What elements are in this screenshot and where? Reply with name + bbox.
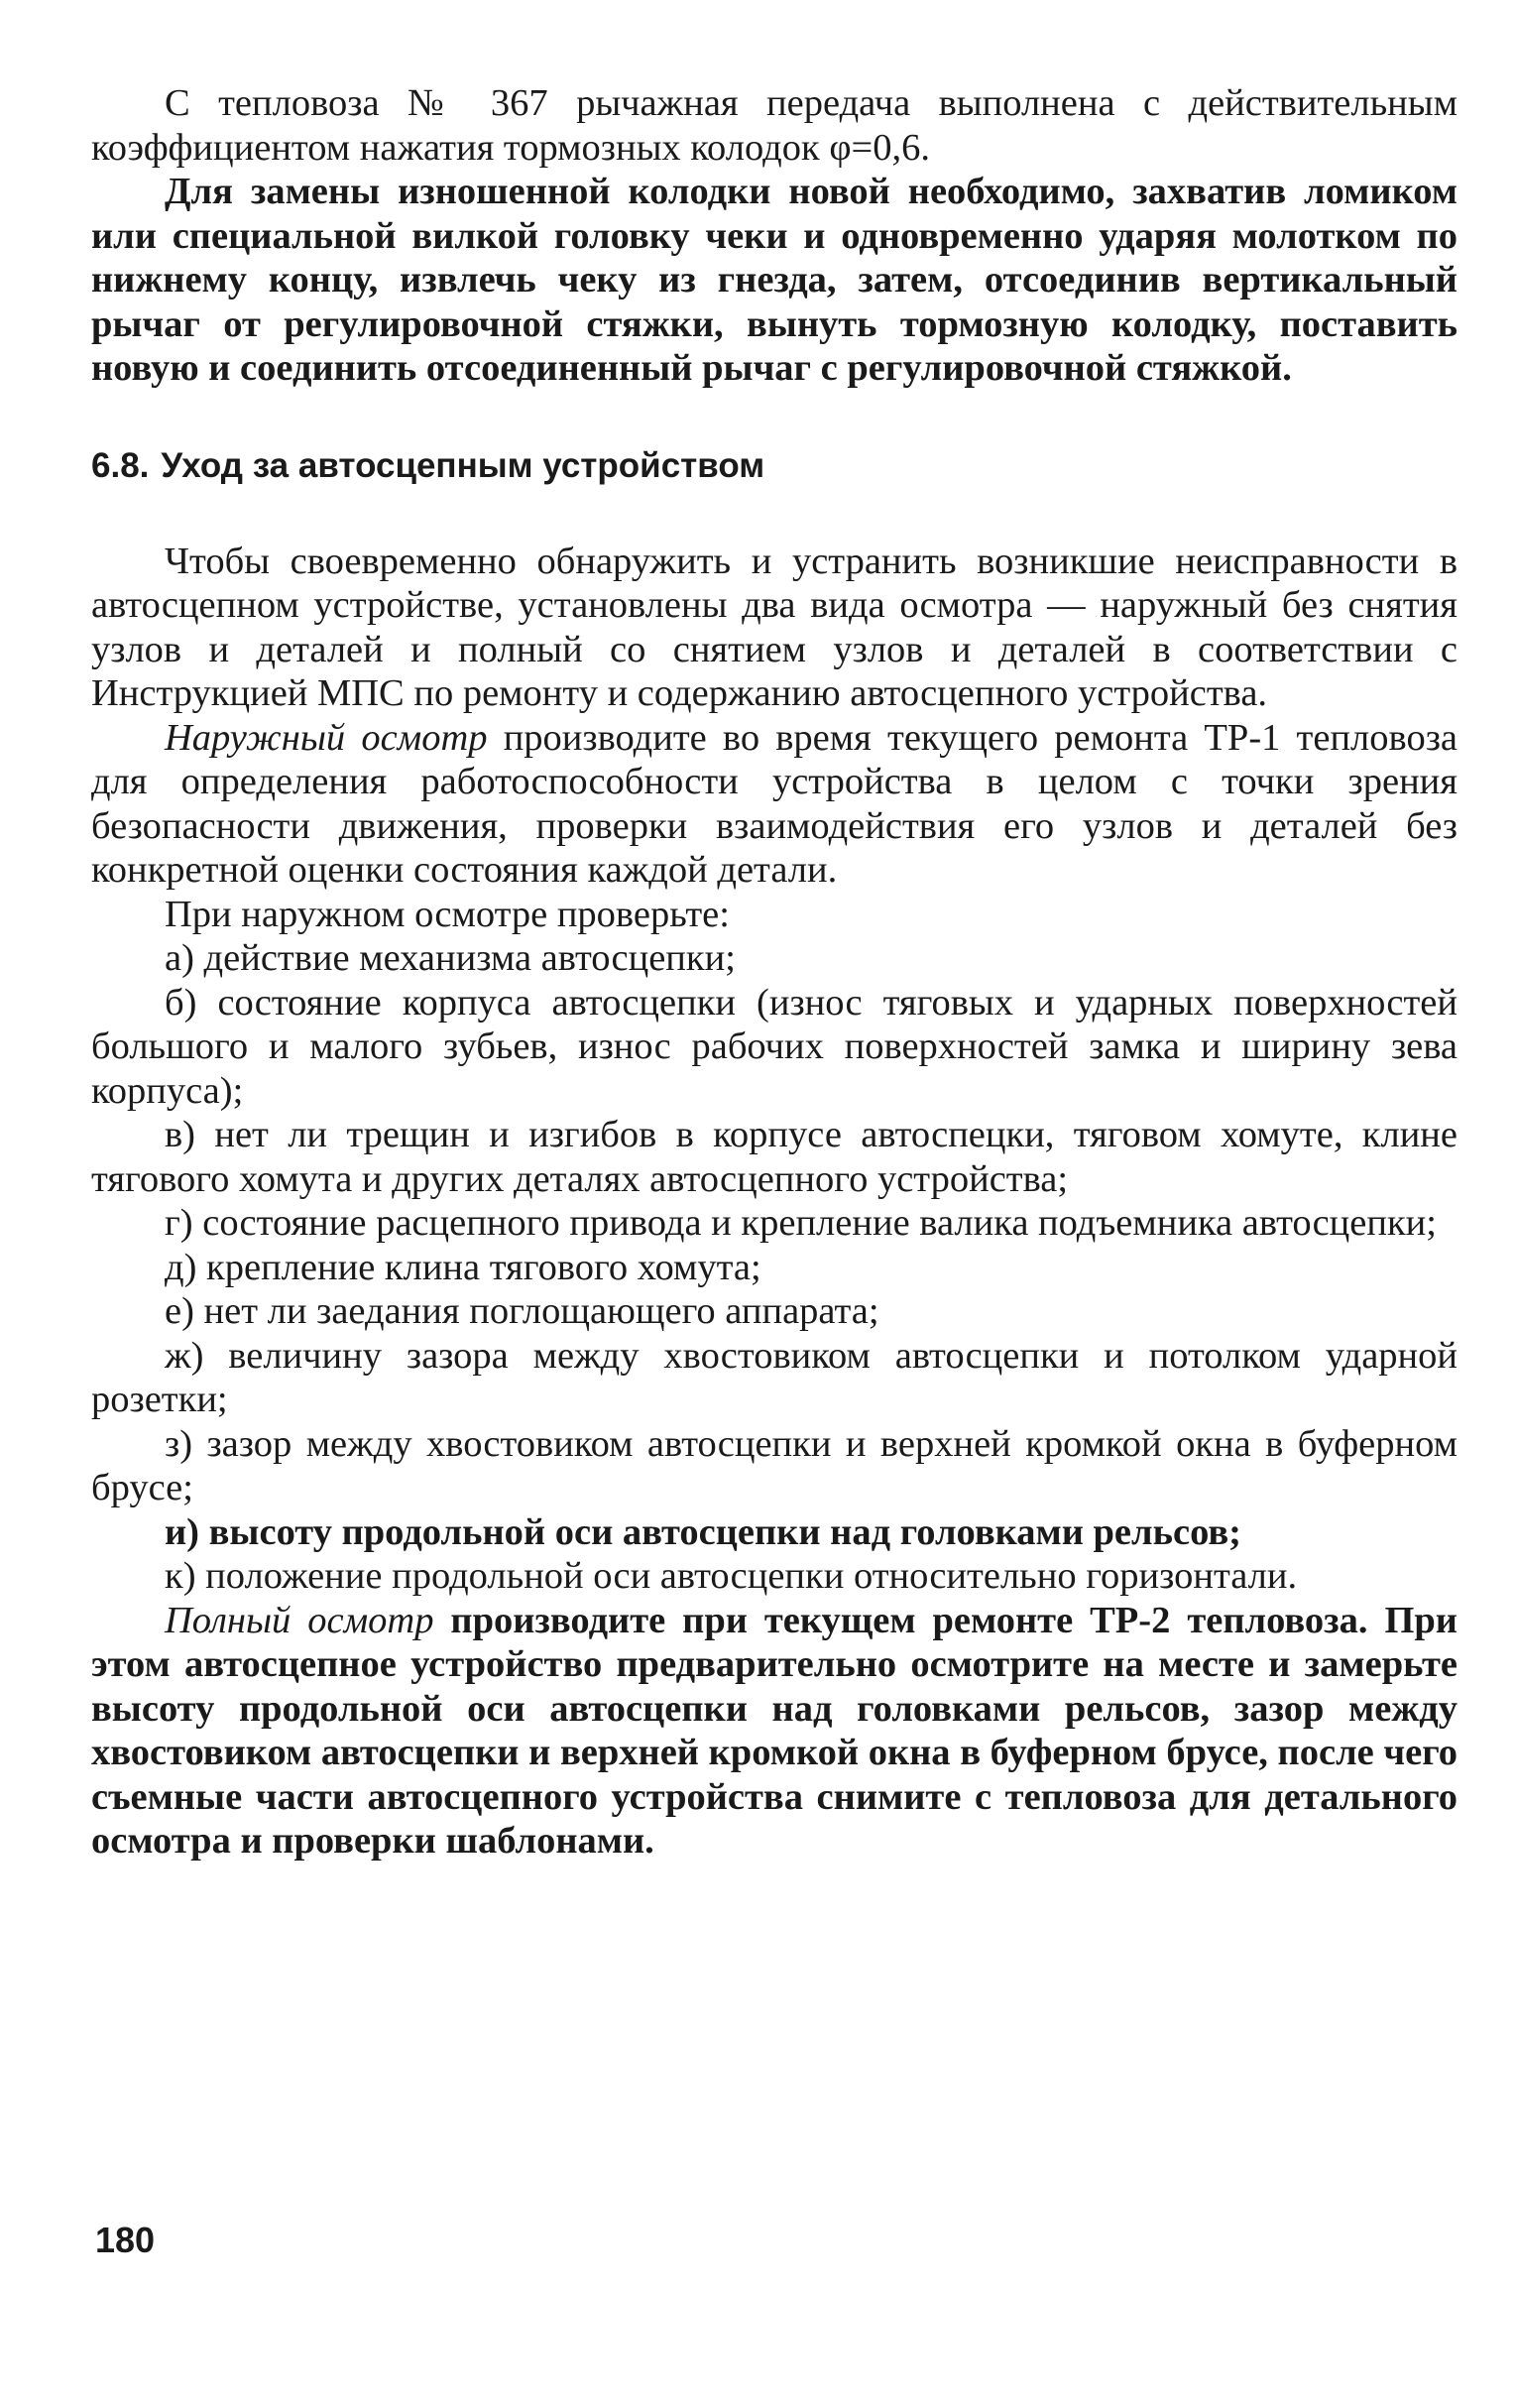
list-item-e: е) нет ли заедания поглощающего аппарата; — [165, 1290, 879, 1332]
section-title: Уход за автосцепным устройством — [161, 445, 765, 485]
body-paragraph-3: При наружном осмотре проверьте: — [165, 893, 730, 935]
term-external-inspection: Наружный осмотр — [165, 716, 488, 759]
section-number: 6.8. — [91, 445, 150, 485]
body-paragraph-4-text: производите при текущем ремонте ТР-2 тепловоза. При этом автосцепное устройство предварительно осмотрите на месте и замерьте высоту продольной оси автосцепки над головками рельсов, зазор между хвостовиком автосцепки и верхней кромкой окна в буферном брусе, после чего съемные части автосцепного устройства снимите с тепловоза для детального осмотра и проверки шаблонами. — [91, 1599, 1458, 1862]
page-content — [91, 81, 1458, 1864]
list-item-i: и) высоту продольной оси автосцепки над головками рельсов; — [165, 1510, 1241, 1553]
body-paragraph-2 — [91, 716, 1458, 893]
list-item-k: к) положение продольной оси автосцепки относительно горизонтали. — [165, 1555, 1298, 1597]
body-paragraph-4 — [91, 1599, 1458, 1864]
list-item-v: в) нет ли трещин и изгибов в корпусе автоспецки, тяговом хомуте, клине тягового хомута и других деталях автосцепного устройства; — [91, 1114, 1458, 1200]
body-paragraph-2-text: производите во время текущего ремонта ТР-1 тепловоза для определения работоспособности устройства в целом с точки зрения безопасности движения, проверки взаимодействия его узлов и деталей без конкретной оценки состояния каждой детали. — [91, 716, 1458, 891]
list-item-a: а) действие механизма автосцепки; — [165, 937, 736, 979]
page-number: 180 — [95, 2220, 156, 2260]
list-item-d: д) крепление клина тягового хомута; — [165, 1246, 761, 1288]
list-item-zh: ж) величину зазора между хвостовиком автосцепки и потолком ударной розетки; — [91, 1334, 1458, 1420]
term-full-inspection: Полный осмотр — [165, 1599, 434, 1641]
list-item-g: г) состояние расцепного привода и крепление валика подъемника автосцепки; — [165, 1202, 1437, 1244]
body-paragraph-1: Чтобы своевременно обнаружить и устранить возникшие неисправности в автосцепном устройстве, установлены два вида осмотра — наружный без снятия узлов и деталей и полный со снятием узлов и деталей в соответствии с Инструкцией МПС по ремонту и содержанию автосцепного устройства. — [91, 540, 1458, 714]
intro-paragraph-2: Для замены изношенной колодки новой необходимо, захватив ломиком или специальной вилкой головку чеки и одновременно ударяя молотком по нижнему концу, извлечь чеку из гнезда, затем, отсоединив вертикальный рычаг от регулировочной стяжки, вынуть тормозную колодку, поставить новую и соединить отсоединенный рычаг с регулировочной стяжкой. — [91, 171, 1458, 389]
list-item-z: з) зазор между хвостовиком автосцепки и верхней кромкой окна в буферном брусе; — [91, 1422, 1458, 1508]
section-heading — [91, 444, 1458, 488]
intro-paragraph-1: С тепловоза № 367 рычажная передача выполнена с действительным коэффициентом нажатия тормозных колодок φ=0,6. — [91, 82, 1458, 169]
list-item-b: б) состояние корпуса автосцепки (износ тяговых и ударных поверхностей большого и малого зубьев, износ рабочих поверхностей замка и ширину зева корпуса); — [91, 981, 1458, 1112]
